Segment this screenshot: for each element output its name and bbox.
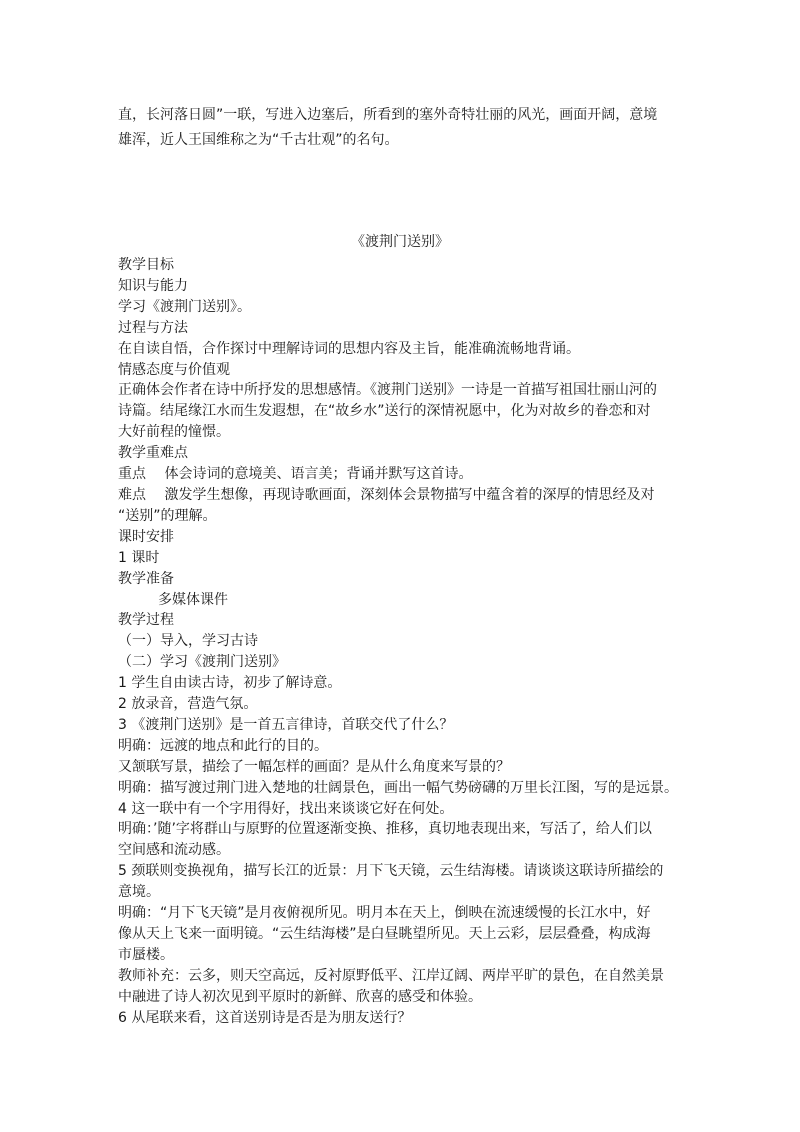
section-heading: 教学重难点 (118, 445, 188, 462)
text-line: 明确：’随’字将群山与原野的位置逐渐变换、推移，真切地表现出来，写活了，给人们以 (118, 821, 652, 838)
subsection-heading: 知识与能力 (118, 277, 188, 294)
text-line: 3 《渡荆门送别》是一首五言律诗，首联交代了什么？ (118, 716, 454, 733)
text-line: 多媒体课件 (158, 591, 228, 608)
text-line: （一）导入，学习古诗 (118, 633, 258, 650)
text-line: 难点 激发学生想像，再现诗歌画面，深刻体会景物描写中蕴含着的深厚的情思经及对 (118, 486, 655, 503)
text-line: “送别”的理解。 (118, 507, 217, 524)
text-line: 直，长河落日圆”一联，写进入边塞后，所看到的塞外奇特壮丽的风光，画面开阔，意境 (118, 107, 658, 123)
text-line: 明确：描写渡过荆门进入楚地的壮阔景色，画出一幅气势磅礴的万里长江图，写的是远景。 (118, 779, 678, 796)
text-line: 空间感和流动感。 (118, 842, 230, 859)
section-heading: 教学过程 (118, 612, 174, 629)
text-line: 在自读自悟，合作探讨中理解诗词的思想内容及主旨，能准确流畅地背诵。 (118, 340, 580, 357)
text-line: 2 放录音，营造气氛。 (118, 696, 258, 713)
text-line: 意境。 (118, 884, 160, 901)
text-line: 大好前程的憧憬。 (118, 424, 230, 441)
text-line: 又颔联写景，描绘了一幅怎样的画面？是从什么角度来写景的？ (118, 758, 510, 775)
text-line: 重点 体会诗词的意境美、语言美；背诵并默写这首诗。 (118, 466, 473, 483)
text-line: 市蜃楼。 (118, 946, 174, 963)
section-heading: 教学目标 (118, 257, 174, 273)
text-line: 4 这一联中有一个字用得好，找出来谈谈它好在何处。 (118, 800, 454, 817)
text-line: 诗篇。结尾缘江水而生发遐想，在“故乡水”送行的深情祝愿中，化为对故乡的眷恋和对 (118, 403, 651, 420)
text-line: 教师补充：云多，则天空高远，反衬原野低平、江岸辽阔、两岸平旷的景色，在自然美景 (118, 967, 664, 984)
text-line: 6 从尾联来看，这首送别诗是否是为朋友送行？ (118, 1009, 412, 1026)
document-body (118, 255, 688, 1029)
subsection-heading: 过程与方法 (118, 319, 188, 336)
text-line: 5 颈联则变换视角，描写长江的近景：月下飞天镜，云生结海楼。请谈谈这联诗所描绘的 (118, 863, 664, 880)
text-line: 正确体会作者在诗中所抒发的思想感情。《渡荆门送别》一诗是一首描写祖国壮丽山河的 (118, 382, 657, 399)
text-line: 明确：“月下飞天镜”是月夜俯视所见。明月本在天上，倒映在流速缓慢的长江水中，好 (118, 905, 651, 922)
text-line: 明确：远渡的地点和此行的目的。 (118, 737, 328, 754)
text-line: 学习《渡荆门送别》。 (118, 298, 251, 315)
text-line: 像从天上飞来一面明镜。“云生结海楼”是白昼眺望所见。天上云彩，层层叠叠，构成海 (118, 926, 651, 942)
document-title: 《渡荆门送别》 (351, 234, 449, 250)
text-line: 1 学生自由读古诗，初步了解诗意。 (118, 675, 342, 692)
section-heading: 教学准备 (118, 570, 174, 587)
top-paragraph (118, 103, 688, 153)
subsection-heading: 情感态度与价值观 (118, 361, 230, 378)
section-heading: 课时安排 (118, 528, 174, 545)
text-line: 雄浑，近人王国维称之为“千古壮观”的名句。 (118, 132, 399, 148)
text-line: （二）学习《渡荆门送别》 (118, 654, 286, 671)
text-line: 中融进了诗人初次见到平原时的新鲜、欣喜的感受和体验。 (118, 988, 482, 1005)
text-line: 1 课时 (118, 549, 160, 566)
